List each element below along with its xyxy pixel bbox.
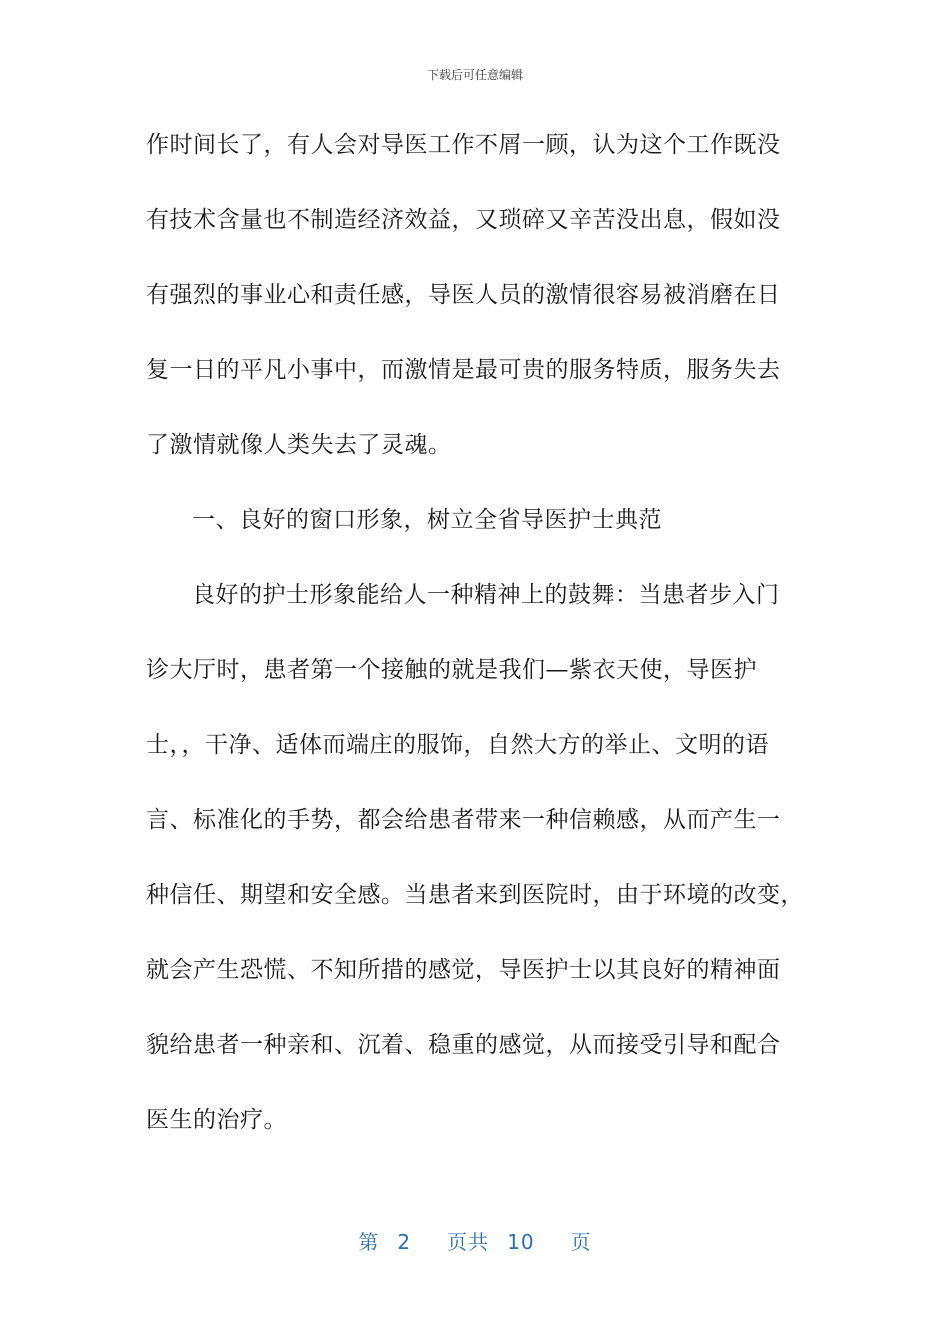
- current-page-number: 2: [397, 1230, 412, 1254]
- footer-suffix: 页: [570, 1230, 592, 1254]
- text-line: 种信任、期望和安全感。当患者来到医院时，由于环境的改变，: [146, 882, 804, 908]
- text-line: 诊大厅时，患者第一个接触的就是我们—紫衣天使，导医护: [146, 657, 757, 683]
- text-line: 良好的护士形象能给人一种精神上的鼓舞：当患者步入门: [192, 582, 780, 608]
- text-line: 士，，干净、适体而端庄的服饰，自然大方的举止、文明的语: [146, 732, 769, 758]
- footer-middle: 页共: [447, 1230, 490, 1254]
- text-line: 就会产生恐慌、不知所措的感觉，导医护士以其良好的精神面: [146, 957, 781, 983]
- text-line: 有强烈的事业心和责任感，导医人员的激情很容易被消磨在日: [146, 282, 781, 308]
- text-line: 复一日的平凡小事中，而激情是最可贵的服务特质，服务失去: [146, 357, 781, 383]
- text-line: 作时间长了，有人会对导医工作不屑一顾，认为这个工作既没: [146, 132, 781, 158]
- page-header-note: 下载后可任意编辑: [426, 68, 523, 82]
- text-line: 有技术含量也不制造经济效益，又琐碎又辛苦没出息，假如没: [146, 207, 781, 233]
- text-line: 貌给患者一种亲和、沉着、稳重的感觉，从而接受引导和配合: [146, 1032, 781, 1058]
- text-line: 医生的治疗。: [146, 1107, 287, 1133]
- text-line: 言、标准化的手势，都会给患者带来一种信赖感，从而产生一: [146, 807, 781, 833]
- total-pages-number: 10: [507, 1230, 535, 1254]
- text-line: 了激情就像人类失去了灵魂。: [146, 432, 452, 458]
- document-body: [146, 126, 811, 1176]
- section-heading: 一、良好的窗口形象，树立全省导医护士典范: [192, 507, 662, 533]
- page-number-footer: [0, 1226, 950, 1255]
- footer-prefix: 第: [358, 1230, 380, 1254]
